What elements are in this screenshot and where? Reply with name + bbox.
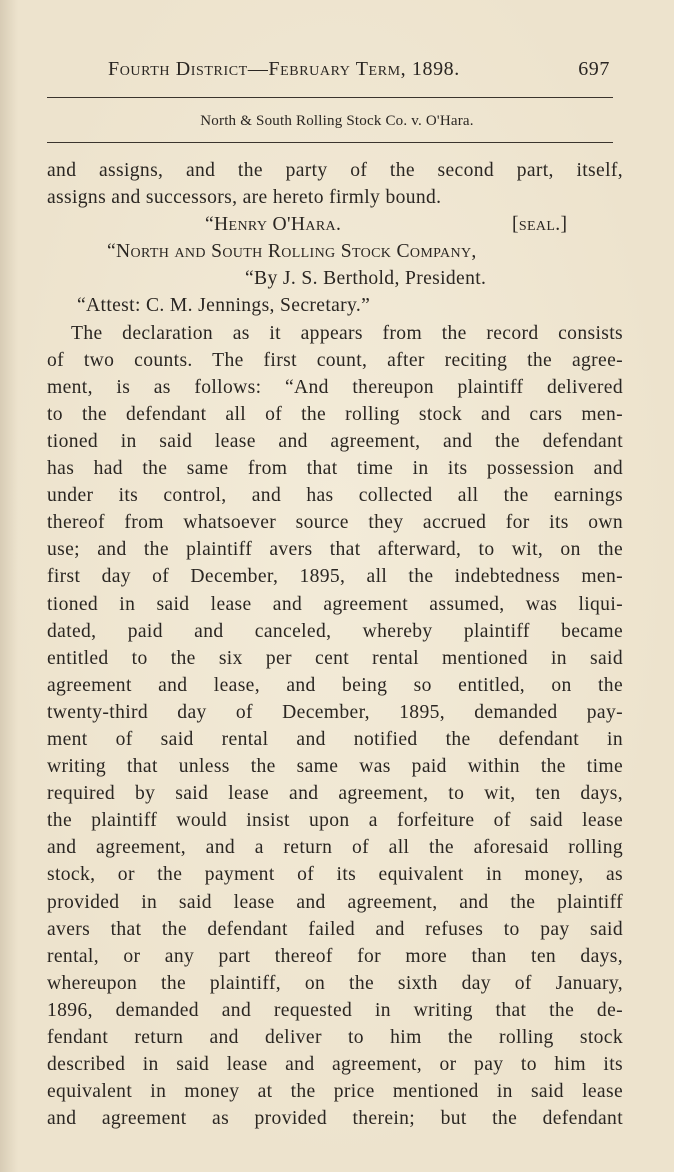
signature-henry: “Henry O'Hara. xyxy=(205,214,342,236)
text-line: and agreement, and a return of all the aforesaid rolling xyxy=(47,837,623,859)
declaration-paragraph xyxy=(47,320,623,1133)
signature-company: “North and South Rolling Stock Company, xyxy=(107,241,477,263)
text-line: writing that unless the same was paid within the time xyxy=(47,756,623,778)
signature-by: “By J. S. Berthold, President. xyxy=(245,268,487,290)
text-line: provided in said lease and agreement, and the plaintiff xyxy=(47,891,623,913)
text-line: use; and the plaintiff avers that afterward, to wit, on the xyxy=(47,539,623,561)
text-line: equivalent in money at the price mentioned in said lease xyxy=(47,1081,623,1103)
text-line: the plaintiff would insist upon a forfeiture of said lease xyxy=(47,810,623,832)
text-line: and agreement as provided therein; but the defendant xyxy=(47,1108,623,1130)
text-line: fendant return and deliver to him the rolling stock xyxy=(47,1027,623,1048)
text-line: of two counts. The first count, after reciting the agree- xyxy=(47,349,623,371)
text-line: under its control, and has collected all the earnings xyxy=(47,485,623,507)
seal-mark: [seal.] xyxy=(512,214,568,236)
text-line: and assigns, and the party of the second part, itself, xyxy=(47,160,623,181)
text-line: agreement and lease, and being so entitled, on the xyxy=(47,674,623,696)
text-line: thereof from whatsoever source they accrued for its own xyxy=(47,512,623,534)
signature-attest: “Attest: C. M. Jennings, Secretary.” xyxy=(77,295,371,317)
body-text xyxy=(47,157,623,1132)
running-header xyxy=(108,58,616,81)
text-line: described in said lease and agreement, or pay to him its xyxy=(47,1054,623,1076)
text-line: twenty-third day of December, 1895, demanded pay- xyxy=(47,701,623,723)
text-line: required by said lease and agreement, to wit, ten days, xyxy=(47,783,623,805)
text-line: 1896, demanded and requested in writing that the de- xyxy=(47,999,623,1021)
text-line: tioned in said lease and agreement assumed, was liqui- xyxy=(47,593,623,615)
text-line: dated, paid and canceled, whereby plaintiff became xyxy=(47,620,623,642)
text-line: ment, is as follows: “And thereupon plaintiff delivered xyxy=(47,376,623,398)
text-line: assigns and successors, are hereto firmly bound. xyxy=(47,187,442,209)
text-line: rental, or any part thereof for more than ten days, xyxy=(47,945,623,967)
text-line: ment of said rental and notified the defendant in xyxy=(47,728,623,750)
text-line: entitled to the six per cent rental mentioned in said xyxy=(47,647,623,669)
text-line: has had the same from that time in its possession and xyxy=(47,458,623,480)
case-title: North & South Rolling Stock Co. v. O'Hara. xyxy=(200,113,474,129)
page-number: 697 xyxy=(578,58,610,80)
text-line: The declaration as it appears from the record consists xyxy=(71,322,623,344)
text-line: avers that the defendant failed and refuses to pay said xyxy=(47,918,623,940)
signature-henry-line xyxy=(47,211,623,238)
running-title: Fourth District—February Term, 1898. xyxy=(108,58,460,80)
text-line: to the defendant all of the rolling stock and cars men- xyxy=(47,403,623,425)
text-line: whereupon the plaintiff, on the sixth day of January, xyxy=(47,972,623,994)
header-rule-top xyxy=(47,97,613,98)
header-rule-bottom xyxy=(47,142,613,143)
text-line: first day of December, 1895, all the indebtedness men- xyxy=(47,566,623,588)
text-line: tioned in said lease and agreement, and the defendant xyxy=(47,430,623,452)
text-line: stock, or the payment of its equivalent in money, as xyxy=(47,864,623,886)
